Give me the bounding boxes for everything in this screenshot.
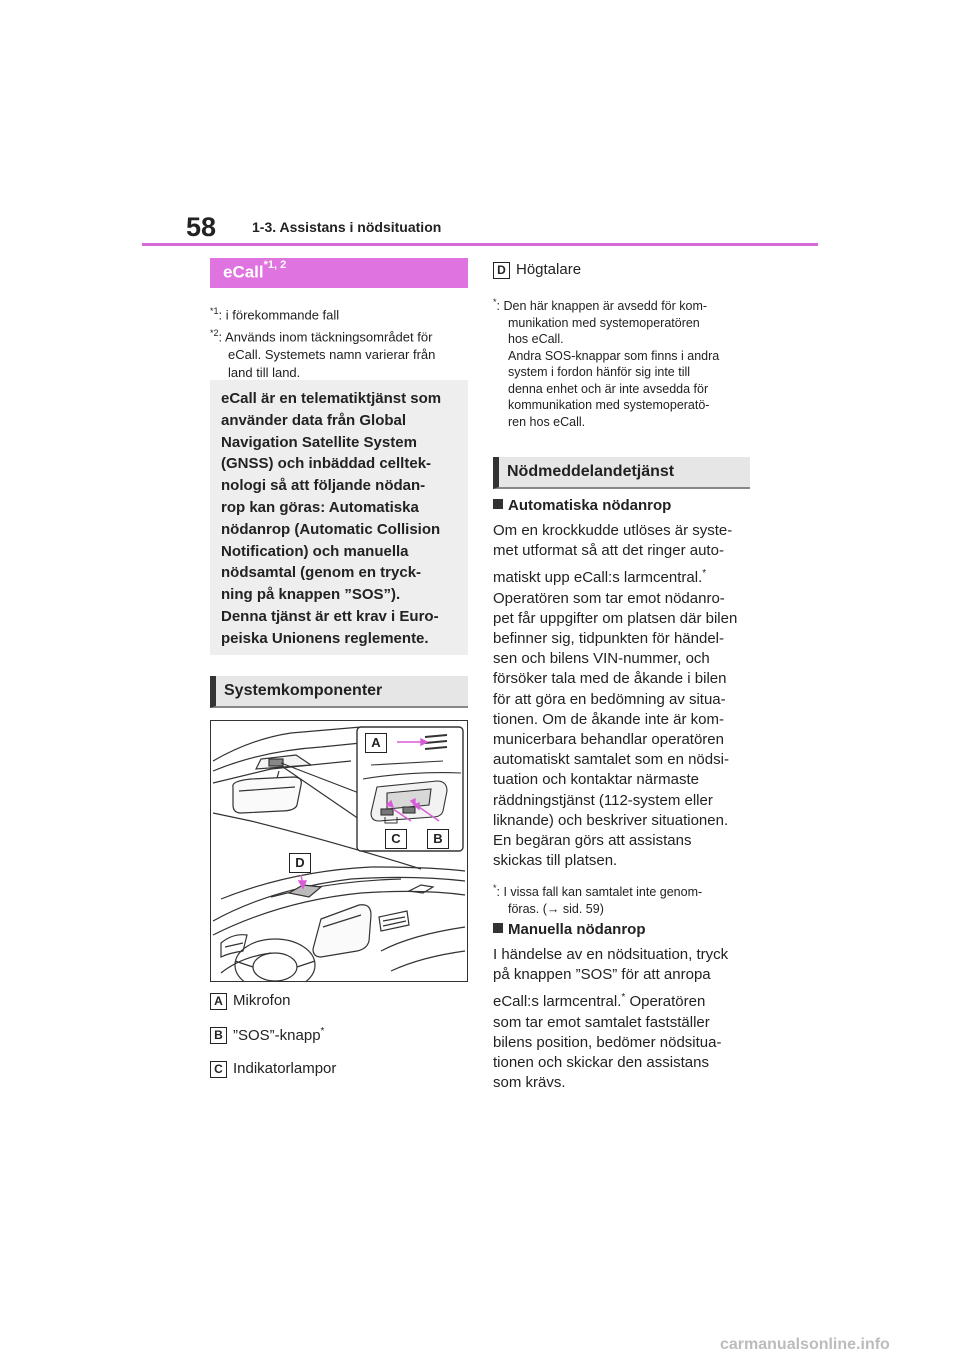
auto-call-footnote: *: I vissa fall kan samtalet inte genom- föras. (→ sid. 59) xyxy=(493,883,703,916)
auto-call-text: Om en krockkudde utlöses är syste- met utformat så att det ringer auto- matiskt upp eCall:s larmcentral.* Operatören som tar emot nödanro- pet får uppgifter om platsen där bilen befinner sig, tidpunkten för händel- sen och bilens VIN-nummer, och försöker tala med de åkande i bilen för att göra en bedömning av situa- tionen. Om de åkande inte är kom- municerbara behandlar operatören automatiskt samtalet som en nödsi- tuation och kontaktar närmaste räddningstjänst (112-system eller liknande) och beskriver situationen. En begäran görs att assistans skickas till platsen. xyxy=(493,522,738,870)
ecall-title: eCall$^{*1, 2}$ xyxy=(223,259,287,282)
legend-text-d: Högtalare xyxy=(516,261,582,278)
header-rule xyxy=(142,243,818,246)
square-bullet-icon xyxy=(493,923,503,933)
legend-text-b: ”SOS”-knapp* xyxy=(233,1026,325,1044)
legend-letter-d: D xyxy=(493,262,510,279)
diagram-label-b: B xyxy=(427,829,449,849)
page-number: 58 xyxy=(186,212,217,242)
diagram-label-c: C xyxy=(385,829,407,849)
intro-text: eCall är en telematiktjänst som använder data från Global Navigation Satellite System (GNSS) och inbäddad celltek- nologi så att följande nödan- rop kan göras: Automatiska nödanrop (Automatic Collision Notification) och manuella nödsamtal (genom en tryck- ning på knappen ”SOS”). Denna tjänst är ett krav i Euro- peiska Unionens reglemente. xyxy=(221,390,442,647)
manual-call-heading: Manuella nödanrop xyxy=(493,921,646,938)
diagram-label-d: D xyxy=(289,853,311,873)
emergency-title: Nödmeddelandetjänst xyxy=(507,463,675,480)
watermark: carmanualsonline.info xyxy=(720,1336,890,1353)
sos-footnote: *: Den här knappen är avsedd för kom- munikation med systemoperatören hos eCall. Andra SOS-knappar som finns i andra system i fordon hänför sig inte till denna enhet och är inte avsedda för kommunikation med systemoperatö- ren hos eCall. xyxy=(493,297,720,429)
car-interior-illustration xyxy=(211,721,467,981)
legend-text-c: Indikatorlampor xyxy=(233,1060,337,1077)
diagram-label-a: A xyxy=(365,733,387,753)
car-interior-diagram xyxy=(210,720,468,982)
manual-call-text: I händelse av en nödsituation, tryck på knappen ”SOS” för att anropa eCall:s larmcentral.* Operatören som tar emot samtalet fastställer bilens position, bedömer nödsitua- tionen och skickar den assistans som krävs. xyxy=(493,946,729,1092)
legend-letter-c: C xyxy=(210,1061,227,1078)
legend-text-a: Mikrofon xyxy=(233,992,291,1009)
square-bullet-icon xyxy=(493,499,503,509)
components-title: Systemkomponenter xyxy=(224,682,383,699)
footnote-1: $^{*1}$: i förekommande fall xyxy=(210,306,340,323)
legend-letter-b: B xyxy=(210,1027,227,1044)
legend-letter-a: A xyxy=(210,993,227,1010)
running-title: 1-3. Assistans i nödsituation xyxy=(252,219,442,235)
auto-call-heading: Automatiska nödanrop xyxy=(493,497,671,514)
footnote-2: $^{*2}$: Används inom täckningsområdet för eCall. Systemets namn varierar från land till land. xyxy=(210,328,436,381)
